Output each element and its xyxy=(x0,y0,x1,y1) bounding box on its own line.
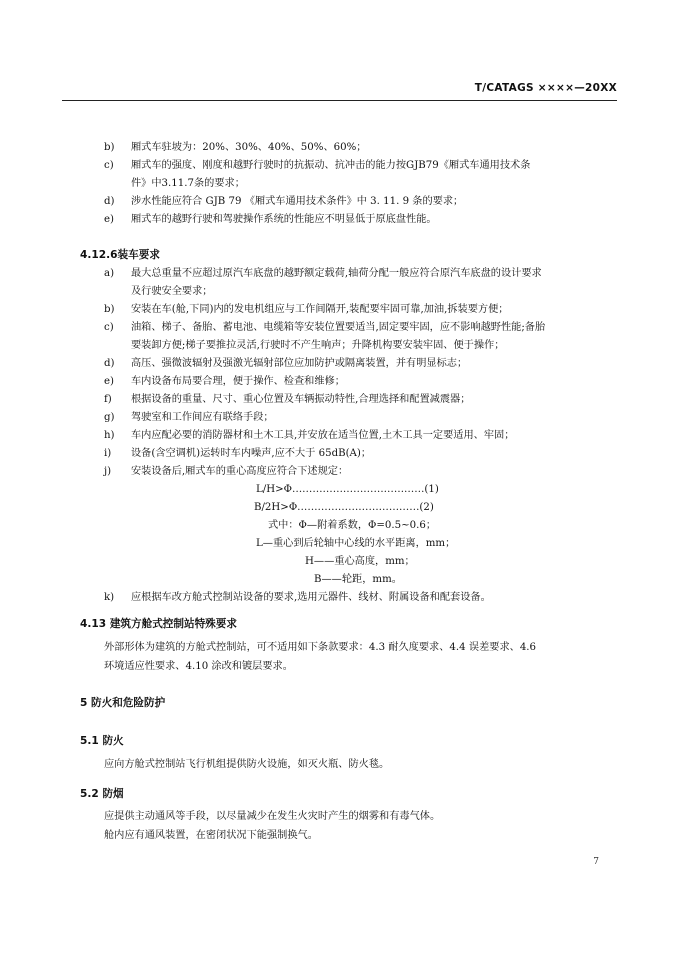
list-item-text: 高压、强微波辐射及强激光辐射部位应加防护或隔离装置，并有明显标志； xyxy=(131,358,468,369)
list-item-label: i) xyxy=(104,448,112,459)
formula-def-h: H——重心高度，mm； xyxy=(305,556,415,567)
list-item-label: e) xyxy=(104,214,115,225)
list-item-label: j) xyxy=(104,466,112,477)
list-item-label: e) xyxy=(104,376,115,387)
section-heading: 4.12.6装车要求 xyxy=(80,249,160,261)
list-item-text: 厢式车的越野行驶和驾驶操作系统的性能应不明显低于原底盘性能。 xyxy=(131,214,437,225)
list-item-label: b) xyxy=(104,142,115,153)
formula-def-l: L—重心到后轮轴中心线的水平距离，mm； xyxy=(256,538,456,549)
list-item-label: a) xyxy=(104,268,115,279)
formula-1: L/H>Φ…………………………………(1) xyxy=(256,484,439,495)
list-item-text: 安装在车(舱,下同)内的发电机组应与工作间隔开,装配要牢固可靠,加油,拆装要方便； xyxy=(131,304,509,315)
list-item-text: 油箱、梯子、备胎、蓄电池、电缆箱等安装位置要适当,固定要牢固，应不影响越野性能;备胎 xyxy=(131,322,546,333)
list-item-label: f) xyxy=(104,394,112,405)
list-item-text: 设备(含空调机)运转时车内噪声,应不大于 65dB(A)； xyxy=(131,448,372,459)
section-heading: 5.1 防火 xyxy=(80,735,124,747)
list-item-label: h) xyxy=(104,430,115,441)
list-item-label: k) xyxy=(104,592,115,603)
header-rule xyxy=(62,100,617,101)
paragraph-line: 外部形体为建筑的方舱式控制站，可不适用如下条款要求：4.3 耐久度要求、4.4 误差要求、4.6 xyxy=(104,642,537,653)
paragraph-line: 环境适应性要求、4.10 涂改和镀层要求。 xyxy=(104,661,293,672)
formula-2: B/2H>Φ………………………………(2) xyxy=(254,502,434,513)
list-item-text: 安装设备后,厢式车的重心高度应符合下述规定： xyxy=(131,466,349,477)
list-item-text: 件》中3.11.7条的要求； xyxy=(131,178,245,189)
chapter-heading: 5 防火和危险防护 xyxy=(80,697,166,709)
list-item-text: 应根据车改方舱式控制站设备的要求,选用元器件、线材、附属设备和配套设备。 xyxy=(131,592,491,603)
paragraph-line: 应提供主动通风等手段，以尽量减少在发生火灾时产生的烟雾和有毒气体。 xyxy=(104,811,441,822)
list-item-text: 涉水性能应符合 GJB 79 《厢式车通用技术条件》中 3. 11. 9 条的要求； xyxy=(131,196,464,207)
page-number: 7 xyxy=(593,857,599,867)
list-item-label: g) xyxy=(104,412,115,423)
list-item-text: 要装卸方便;梯子要推拉灵活,行驶时不产生响声；升降机构要安装牢固、便于操作； xyxy=(131,340,505,351)
standard-number: T/CATAGS ××××—20XX xyxy=(474,82,617,94)
formula-where: 式中：Φ—附着系数，Φ=0.5~0.6； xyxy=(268,520,437,531)
paragraph-line: 舱内应有通风装置，在密闭状况下能强制换气。 xyxy=(104,830,318,841)
list-item-text: 厢式车的强度、刚度和越野行驶时的抗振动、抗冲击的能力按GJB79《厢式车通用技术条 xyxy=(131,160,531,171)
section-heading: 5.2 防烟 xyxy=(80,788,124,800)
list-item-text: 及行驶安全要求； xyxy=(131,286,213,297)
list-item-label: c) xyxy=(104,322,114,333)
list-item-label: c) xyxy=(104,160,114,171)
list-item-text: 车内应配必要的消防器材和土木工具,并安放在适当位置,土木工具一定要适用、牢固； xyxy=(131,430,515,441)
section-heading: 4.13 建筑方舱式控制站特殊要求 xyxy=(80,618,237,630)
list-item-text: 最大总重量不应超过原汽车底盘的越野额定载荷,轴荷分配一般应符合原汽车底盘的设计要求 xyxy=(131,268,542,279)
list-item-text: 根据设备的重量、尺寸、重心位置及车辆振动特性,合理选择和配置减震器； xyxy=(131,394,471,405)
list-item-text: 厢式车驻坡为：20%、30%、40%、50%、60%； xyxy=(131,142,367,153)
list-item-text: 驾驶室和工作间应有联络手段； xyxy=(131,412,274,423)
list-item-label: d) xyxy=(104,358,115,369)
paragraph-line: 应向方舱式控制站飞行机组提供防火设施，如灭火瓶、防火毯。 xyxy=(104,759,390,770)
list-item-label: b) xyxy=(104,304,115,315)
list-item-label: d) xyxy=(104,196,115,207)
list-item-text: 车内设备布局要合理，便于操作、检查和维修； xyxy=(131,376,345,387)
formula-def-b: B——轮距，mm。 xyxy=(314,574,402,585)
